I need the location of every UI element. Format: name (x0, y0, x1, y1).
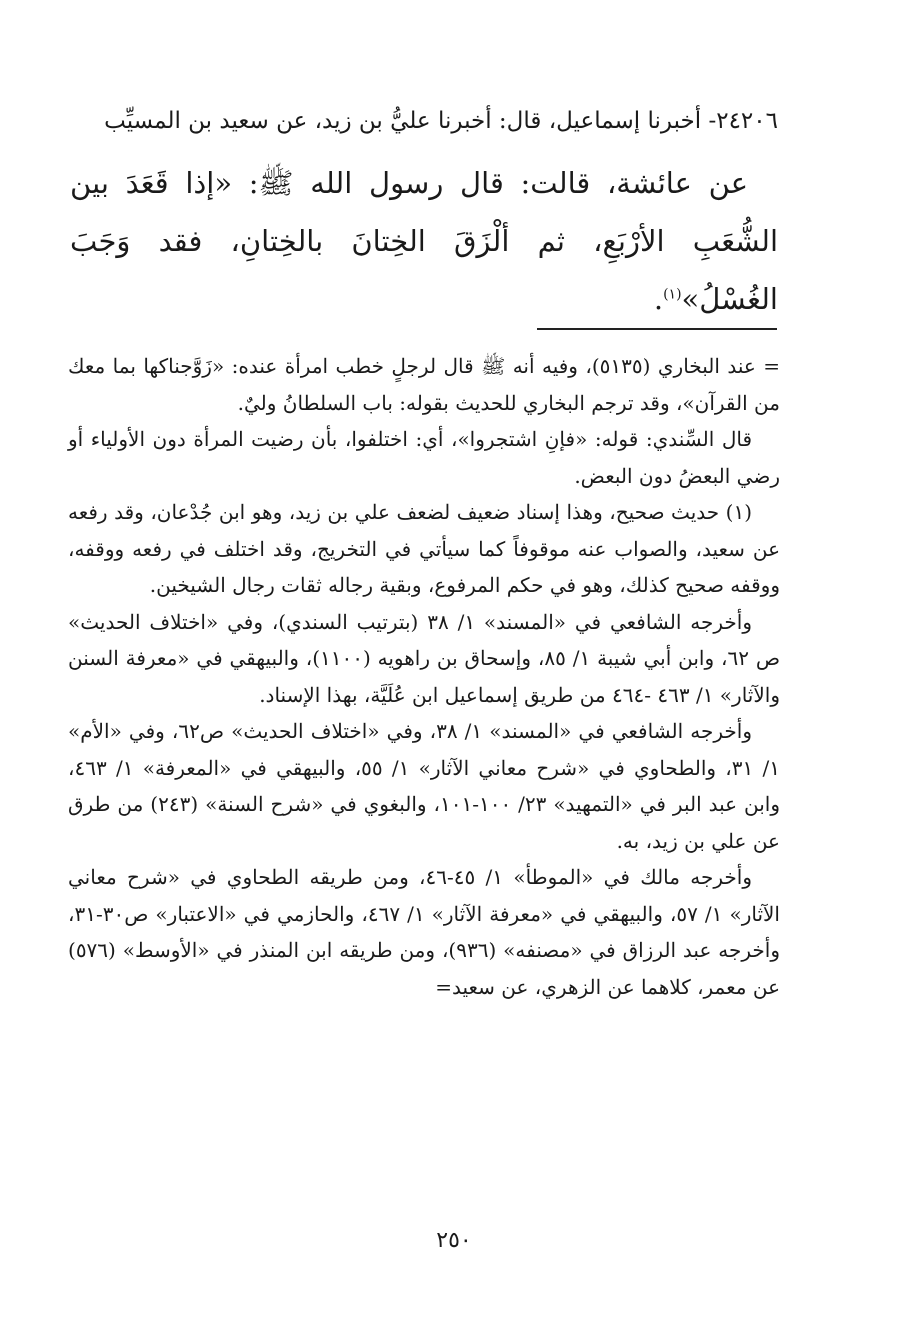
page-number: ٢٥٠ (436, 1228, 472, 1253)
footnote-paragraph: = عند البخاري (٥١٣٥)، وفيه أنه ﷺ قال لرجلٍ خطب امرأة عنده: «زَوَّجناكها بما معك من القرآن»، وقد ترجم البخاري للحديث بقوله: باب السلطانُ وليٌ. (68, 354, 780, 415)
footnote-paragraph: وأخرجه مالك في «الموطأ» ١/ ٤٥-٤٦، ومن طريقه الطحاوي في «شرح معاني الآثار» ١/ ٥٧، والبيهقي في «معرفة الآثار» ١/ ٤٦٧، والحازمي في «الاعتبار» ص٣٠-٣١، وأخرجه عبد الرزاق في «مصنفه» (٩٣٦)، ومن طريقه ابن المنذر في «الأوسط» (٥٧٦) عن معمر، كلاهما عن الزهري، عن سعيد= (68, 865, 780, 999)
footnote-paragraph: وأخرجه الشافعي في «المسند» ١/ ٣٨ (بترتيب السندي)، وفي «اختلاف الحديث» ص ٦٢، وابن أبي شيبة ١/ ٨٥، وإسحاق بن راهويه (١١٠٠)، والبيهقي في «معرفة السنن والآثار» ١/ ٤٦٣ -٤٦٤ من طريق إسماعيل ابن عُلَيَّة، بهذا الإسناد. (68, 609, 780, 707)
hadith-block (70, 96, 778, 328)
hadith-matn: عن عائشة، قالت: قال رسول الله ﷺ: «إذا قَعَدَ بين الشُّعَبِ الأرْبَعِ، ثم ألْزَقَ الخِتانَ بالخِتانِ، فقد وَجَبَ الغُسْلُ» (70, 166, 778, 316)
footnote-paragraph: وأخرجه الشافعي في «المسند» ١/ ٣٨، وفي «اختلاف الحديث» ص٦٢، وفي «الأم» ١/ ٣١، والطحاوي في «شرح معاني الآثار» ١/ ٥٥، والبيهقي في «المعرفة» ١/ ٤٦٣، وابن عبد البر في «التمهيد» ٢٣/ ١٠٠-١٠١، والبغوي في «شرح السنة» (٢٤٣) من طرق عن علي بن زيد، به. (68, 719, 780, 853)
hadith-matn-line (70, 154, 778, 328)
hadith-isnad: ٢٤٢٠٦- أخبرنا إسماعيل، قال: أخبرنا عليُّ بن زيد، عن سعيد بن المسيِّب (104, 108, 778, 134)
footnote-paragraph: قال السِّندي: قوله: «فإنِ اشتجروا»، أي: اختلفوا، بأن رضيت المرأة دون الأولياء أو رضي البعضُ دون البعض. (68, 427, 780, 488)
footnote-marker: (١) (663, 286, 682, 303)
footnote-divider (537, 328, 777, 330)
hadith-end-mark: . (653, 282, 664, 316)
footnote-paragraph: (١) حديث صحيح، وهذا إسناد ضعيف لضعف علي بن زيد، وهو ابن جُدْعان، وقد رفعه عن سعيد، والصواب عنه موقوفاً كما سيأتي في التخريج، وقد اختلف في رفعه ووقفه، ووقفه صحيح كذلك، وهو في حكم المرفوع، وبقية رجاله ثقات رجال الشيخين. (68, 500, 780, 597)
footnotes-section (68, 348, 780, 1005)
